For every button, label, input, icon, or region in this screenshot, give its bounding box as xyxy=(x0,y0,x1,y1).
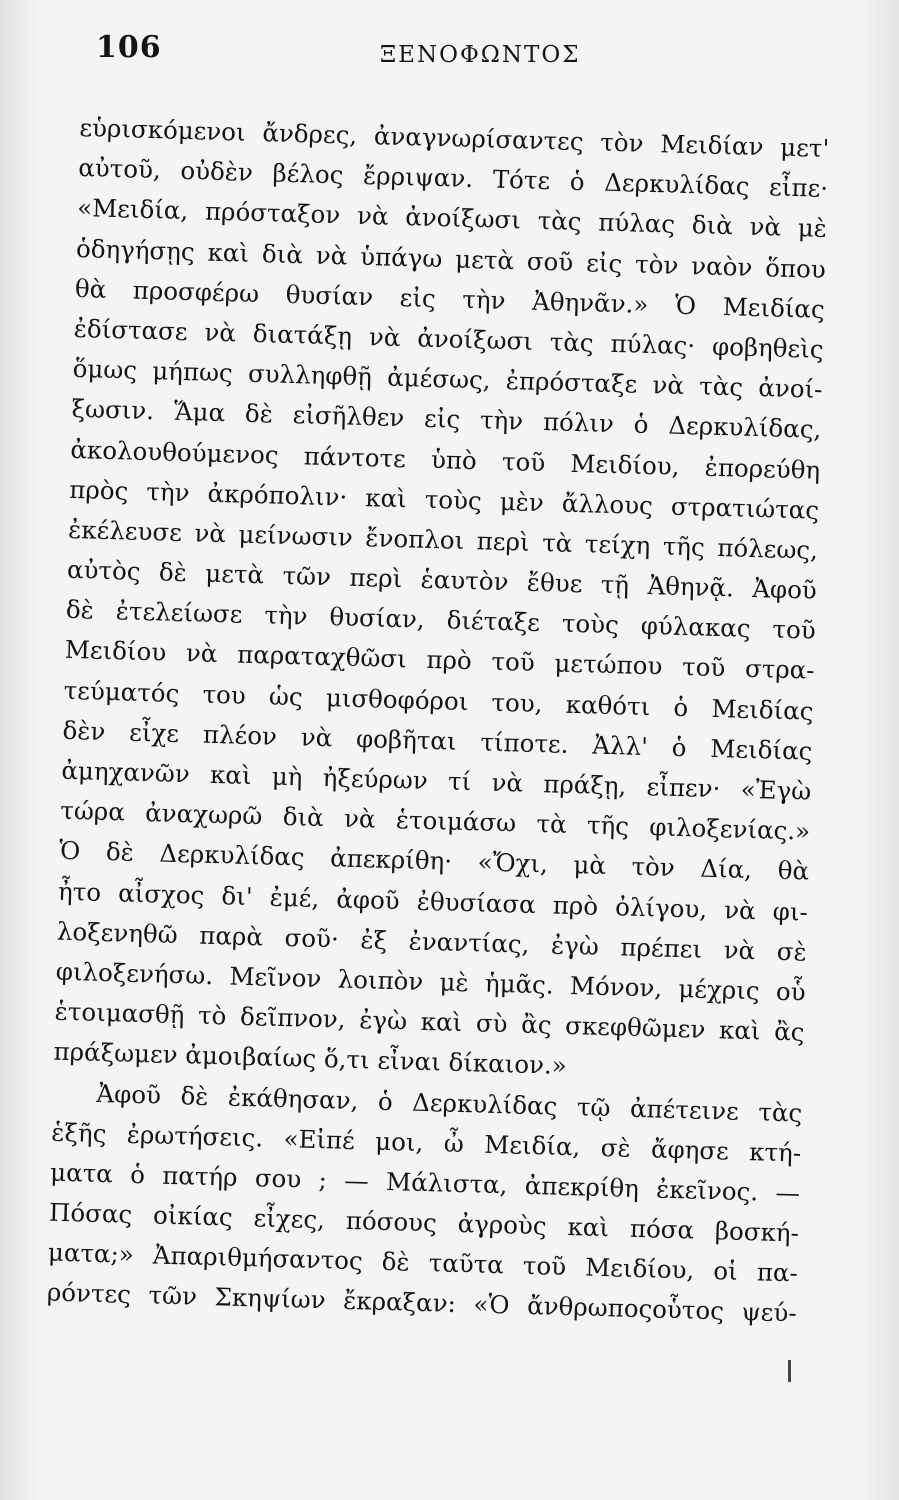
text-line: λοξενηθῶ παρὰ σοῦ· ἐξ ἐναντίας, ἐγὼ πρέπει νὰ σὲ xyxy=(56,916,808,967)
text-line: αὐτοῦ, οὐδὲν βέλος ἔρριψαν. Τότε ὁ Δερκυλίδας εἶπε· xyxy=(77,153,829,204)
text-line: ὅμως μήπως συλληφθῇ ἀμέσως, ἐπρόσταξε νὰ τὰς ἀνοί- xyxy=(72,354,823,404)
text-line: δὲν εἶχε πλέον νὰ φοβῆται τίποτε. Ἀλλ' ὁ Μειδίας xyxy=(62,715,813,766)
text-line: πρὸς τὴν ἀκρόπολιν· καὶ τοὺς μὲν ἄλλους στρατιώτας xyxy=(68,474,820,525)
text-line: τώρα ἀναχωρῶ διὰ νὰ ἑτοιμάσω τὰ τῆς φιλοξενίας.» xyxy=(59,795,811,846)
stray-ink-mark xyxy=(788,1360,791,1382)
text-line: τεύματός του ὡς μισθοφόροι του, καθότι ὁ Μειδίας xyxy=(63,675,814,726)
text-line: Μειδίου νὰ παραταχθῶσι πρὸ τοῦ μετώπου τοῦ στρα- xyxy=(64,635,815,686)
text-line: πράξωμεν ἀμοιβαίως ὅ,τι εἶναι δίκαιον.» xyxy=(53,1036,568,1081)
running-title: ΞΕΝΟΦΩΝΤΟΣ xyxy=(380,42,581,68)
text-line: ἑτοιμασθῇ τὸ δεῖπνον, ἐγὼ καὶ σὺ ἂς σκεφθῶμεν καὶ ἂς xyxy=(54,996,805,1047)
text-line: Πόσας οἰκίας εἶχες, πόσους ἀγροὺς καὶ πόσα βοσκή- xyxy=(48,1197,800,1248)
text-line: θὰ προσφέρω θυσίαν εἰς τὴν Ἀθηνᾶν.» Ὁ Μειδίας xyxy=(74,273,826,324)
page-edge-shadow-right xyxy=(859,0,899,1500)
text-line: ὁδηγήσῃς καὶ διὰ νὰ ὑπάγω μετὰ σοῦ εἰς τὸν ναὸν ὅπου xyxy=(75,233,827,284)
page-number: 106 xyxy=(96,30,162,65)
text-line: ἀκολουθούμενος πάντοτε ὑπὸ τοῦ Μειδίου, ἐπορεύθη xyxy=(70,434,821,485)
text-line: ἦτο αἶσχος δι' ἐμέ, ἀφοῦ ἐθυσίασα πρὸ ὀλίγου, νὰ φι- xyxy=(57,876,809,927)
text-line: ἐδίστασε νὰ διατάξῃ νὰ ἀνοίξωσι τὰς πύλας· φοβηθεὶς xyxy=(73,313,824,364)
text-line: «Μειδία, πρόσταξον νὰ ἀνοίξωσι τὰς πύλας διὰ νὰ μὲ xyxy=(76,193,828,244)
text-line: ἑξῆς ἐρωτήσεις. «Εἰπέ μοι, ὦ Μειδία, σὲ ἄφησε κτή- xyxy=(50,1117,802,1168)
text-line: Ὁ δὲ Δερκυλίδας ἀπεκρίθη· «Ὄχι, μὰ τὸν Δία, θὰ xyxy=(58,836,810,887)
text-line: ἐκέλευσε νὰ μείνωσιν ἔνοπλοι περὶ τὰ τείχη τῆς πόλεως, xyxy=(67,514,819,565)
text-line: ἀμηχανῶν καὶ μὴ ἠξεύρων τί νὰ πράξῃ, εἶπεν· «Ἐγὼ xyxy=(61,755,812,806)
text-line: ρόντες τῶν Σκηψίων ἔκραξαν: «Ὁ ἄνθρωποςοὗτος ψεύ- xyxy=(46,1277,798,1328)
text-line: εὑρισκόμενοι ἄνδρες, ἀναγνωρίσαντες τὸν Μειδίαν μετ' xyxy=(79,112,830,163)
page-edge-shadow-left xyxy=(0,0,40,1500)
text-line: δὲ ἐτελείωσε τὴν θυσίαν, διέταξε τοὺς φύλακας τοῦ xyxy=(65,595,817,645)
text-line: αὐτὸς δὲ μετὰ τῶν περὶ ἑαυτὸν ἔθυε τῇ Ἀθηνᾷ. Ἀφοῦ xyxy=(66,554,818,605)
body-text xyxy=(46,108,829,1334)
text-line: Ἀφοῦ δὲ ἐκάθησαν, ὁ Δερκυλίδας τῷ ἀπέτεινε τὰς xyxy=(96,1078,803,1128)
text-line: ματα;» Ἀπαριθμήσαντος δὲ ταῦτα τοῦ Μειδίου, οἱ πα- xyxy=(47,1237,799,1288)
text-line: φιλοξενήσω. Μεῖνον λοιπὸν μὲ ἡμᾶς. Μόνον, μέχρις οὗ xyxy=(55,956,807,1007)
text-line: ματα ὁ πατήρ σου ; — Μάλιστα, ἀπεκρίθη ἐκεῖνος. — xyxy=(49,1157,801,1208)
text-line: ξωσιν. Ἅμα δὲ εἰσῆλθεν εἰς τὴν πόλιν ὁ Δερκυλίδας, xyxy=(71,394,822,445)
